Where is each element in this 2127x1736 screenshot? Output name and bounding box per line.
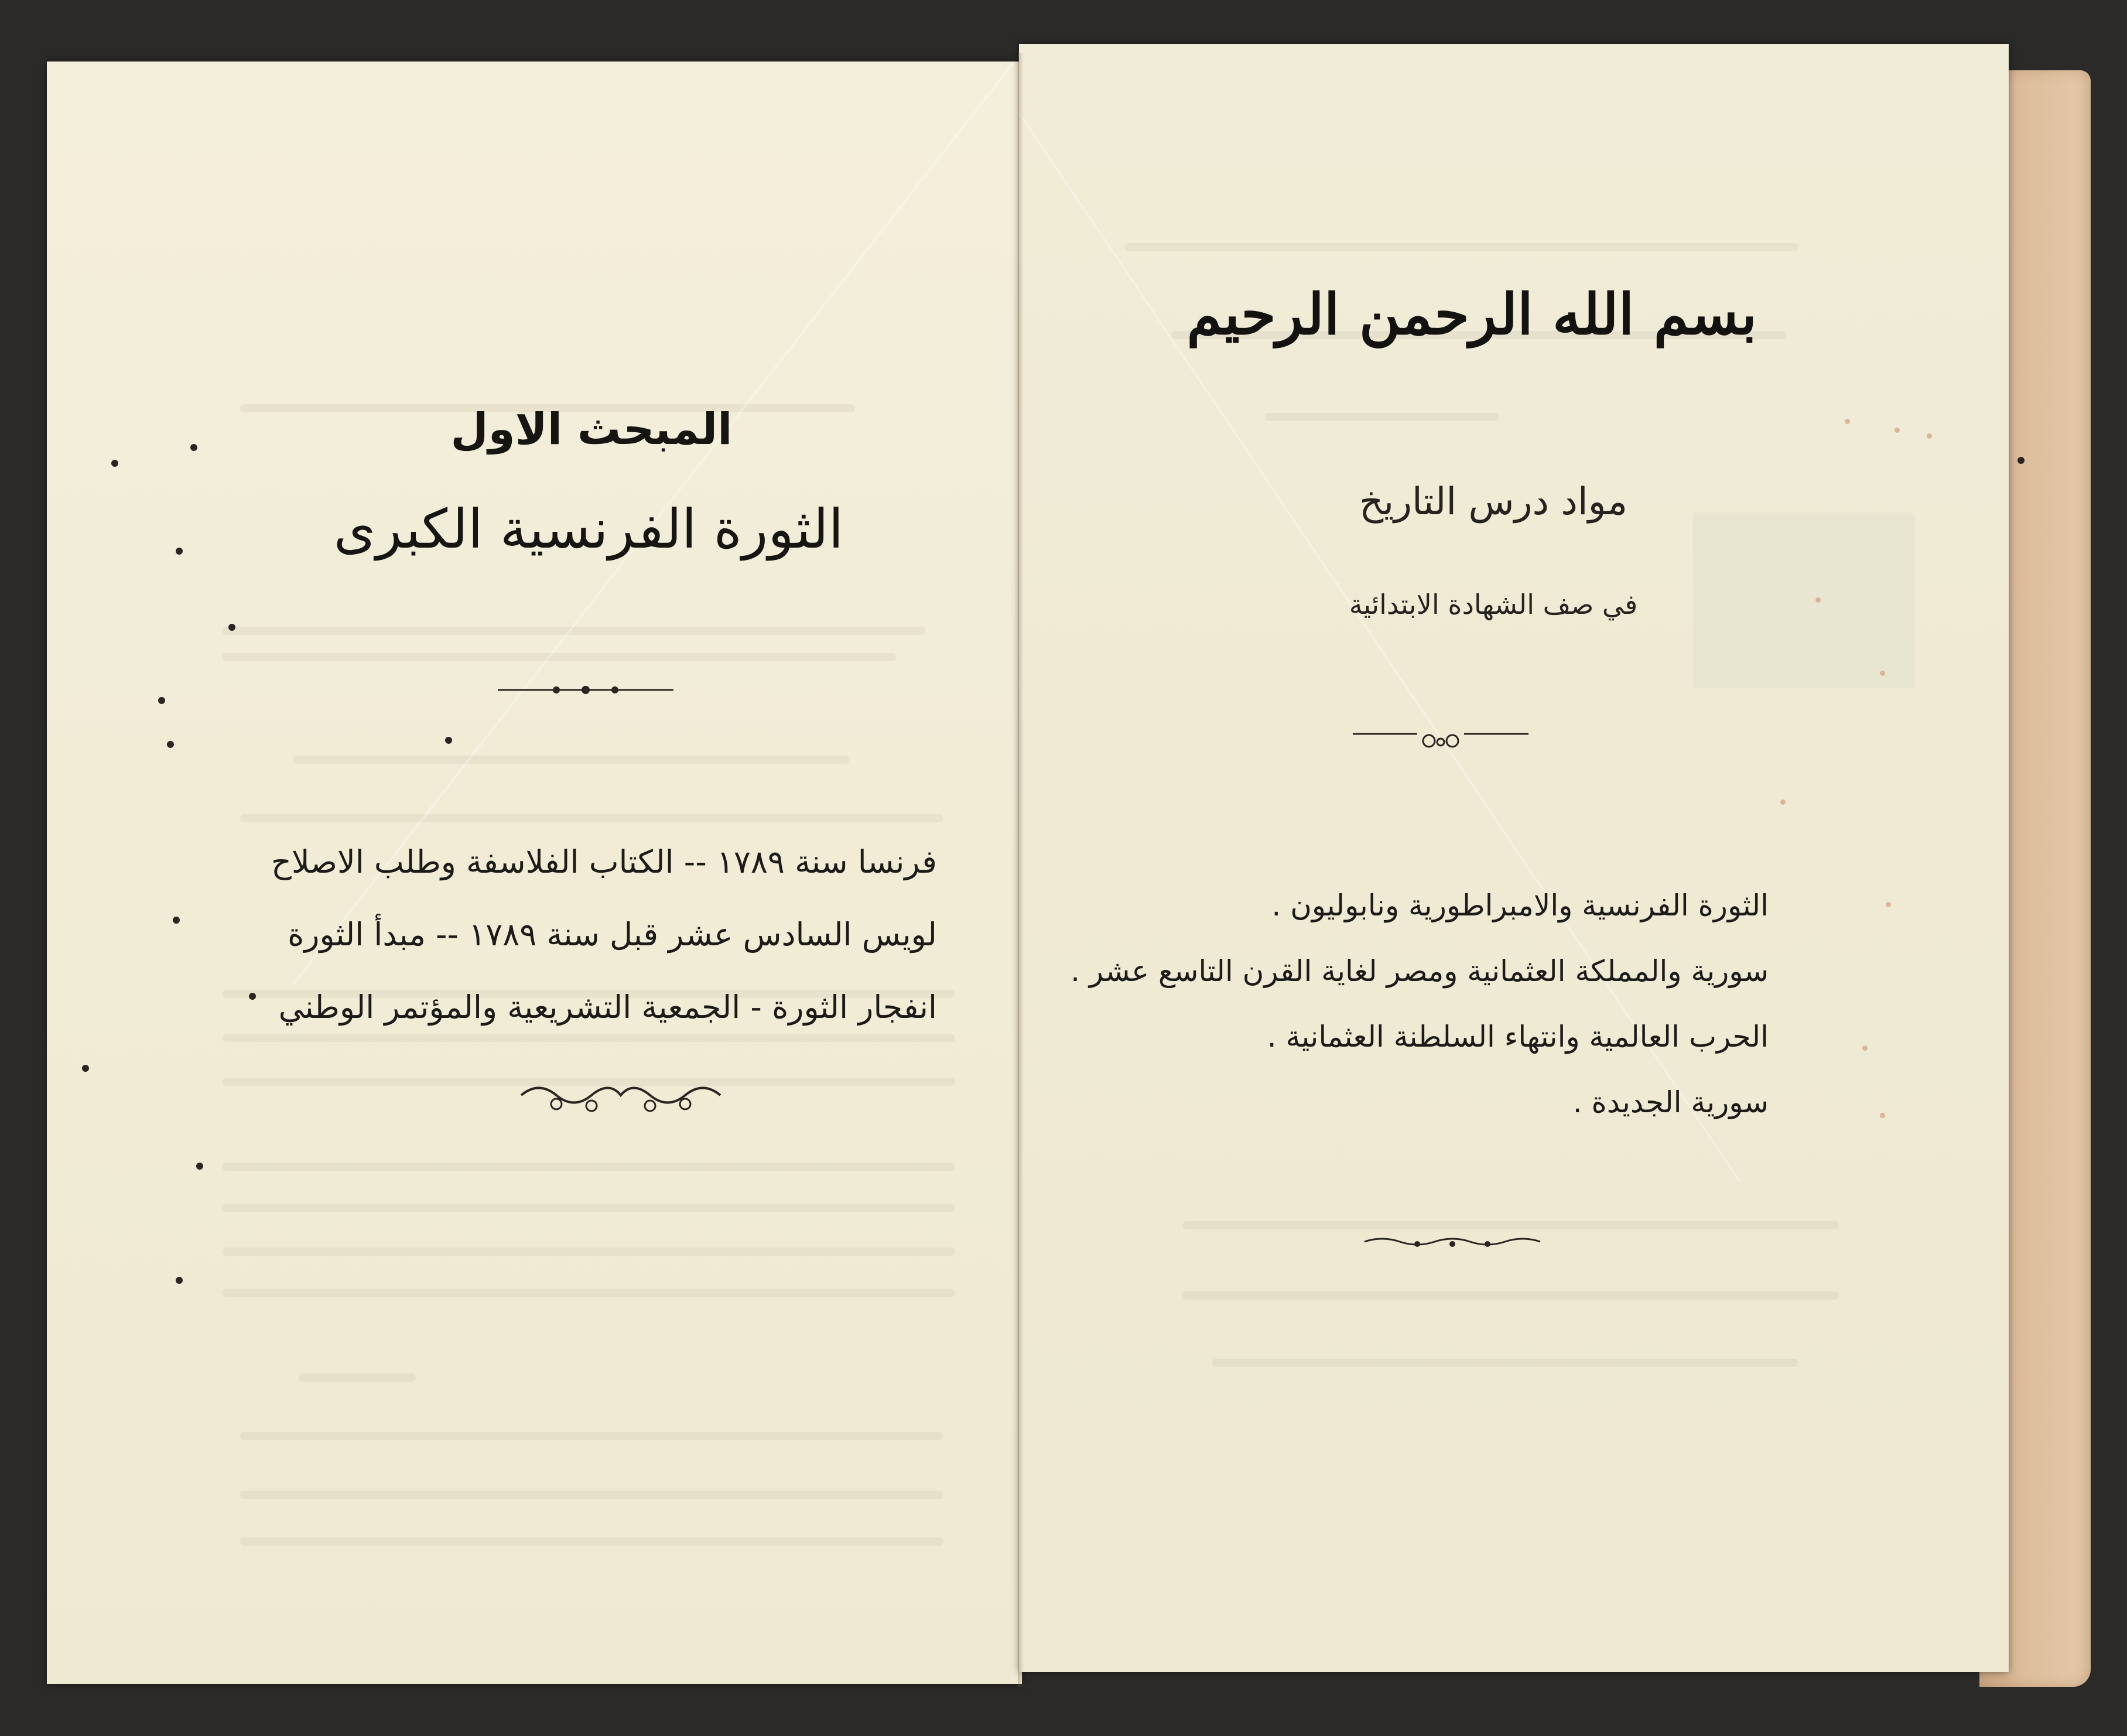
summary-line: فرنسا سنة ١٧٨٩ -- الكتاب الفلاسفة وطلب الاصلاح xyxy=(271,843,937,880)
class-subtitle: في صف الشهادة الابتدائية xyxy=(1349,589,1638,620)
ornament-divider-3 xyxy=(492,678,679,702)
topics-list xyxy=(1071,873,1769,1135)
page-gutter xyxy=(1018,53,1024,1687)
topic-item: سورية الجديدة . xyxy=(1572,1085,1769,1119)
section-heading: المبحث الاول xyxy=(450,404,733,454)
ornament-divider-2 xyxy=(1359,1230,1546,1253)
basmala-heading: بسم الله الرحمن الرحيم xyxy=(1186,281,1757,347)
section-summary xyxy=(271,826,937,1044)
summary-line: انفجار الثورة - الجمعية التشريعية والمؤتمر الوطني xyxy=(278,989,937,1026)
section-title: الثورة الفرنسية الكبرى xyxy=(333,498,844,561)
ornament-divider-1 xyxy=(1347,723,1534,758)
topic-item: الثورة الفرنسية والامبراطورية ونابوليون . xyxy=(1271,888,1769,922)
subject-title: مواد درس التاريخ xyxy=(1359,480,1627,524)
topic-item: سورية والمملكة العثمانية ومصر لغاية القرن التاسع عشر . xyxy=(1071,954,1769,988)
summary-line: لويس السادس عشر قبل سنة ١٧٨٩ -- مبدأ الثورة xyxy=(288,916,937,953)
ornament-divider-4 xyxy=(515,1078,726,1125)
topic-item: الحرب العالمية وانتهاء السلطنة العثمانية . xyxy=(1267,1020,1769,1054)
